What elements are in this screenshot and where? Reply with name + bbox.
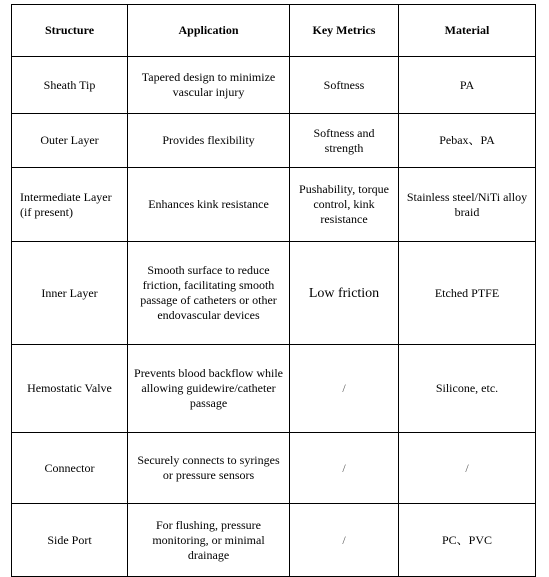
structure-cell: Side Port <box>12 504 128 577</box>
material-cell: Stainless steel/NiTi alloy braid <box>399 168 536 242</box>
key-metrics-cell: Pushability, torque control, kink resistance <box>290 168 399 242</box>
key-metrics-cell: / <box>290 504 399 577</box>
table-row <box>12 168 536 242</box>
material-cell: / <box>399 433 536 504</box>
application-cell: Securely connects to syringes or pressure sensors <box>128 433 290 504</box>
table-row <box>12 345 536 433</box>
structure-cell: Sheath Tip <box>12 57 128 114</box>
structure-cell: Intermediate Layer (if present) <box>12 168 128 242</box>
table-header-row <box>12 5 536 57</box>
structure-cell: Connector <box>12 433 128 504</box>
key-metrics-cell: Low friction <box>290 242 399 345</box>
header-key-metrics: Key Metrics <box>290 5 399 57</box>
material-cell: Etched PTFE <box>399 242 536 345</box>
structure-cell: Hemostatic Valve <box>12 345 128 433</box>
application-cell: Tapered design to minimize vascular injury <box>128 57 290 114</box>
application-cell: Provides flexibility <box>128 114 290 168</box>
header-application: Application <box>128 5 290 57</box>
specification-table <box>11 4 536 577</box>
material-cell: Silicone, etc. <box>399 345 536 433</box>
table-row <box>12 57 536 114</box>
structure-cell: Outer Layer <box>12 114 128 168</box>
header-material: Material <box>399 5 536 57</box>
table-row <box>12 114 536 168</box>
structure-cell: Inner Layer <box>12 242 128 345</box>
application-cell: For flushing, pressure monitoring, or minimal drainage <box>128 504 290 577</box>
key-metrics-cell: Softness <box>290 57 399 114</box>
material-cell: PA <box>399 57 536 114</box>
table-row <box>12 242 536 345</box>
table-row <box>12 433 536 504</box>
key-metrics-cell: / <box>290 433 399 504</box>
application-cell: Prevents blood backflow while allowing guidewire/catheter passage <box>128 345 290 433</box>
application-cell: Enhances kink resistance <box>128 168 290 242</box>
material-cell: Pebax、PA <box>399 114 536 168</box>
key-metrics-cell: Softness and strength <box>290 114 399 168</box>
material-cell: PC、PVC <box>399 504 536 577</box>
key-metrics-cell: / <box>290 345 399 433</box>
header-structure: Structure <box>12 5 128 57</box>
table-row <box>12 504 536 577</box>
application-cell: Smooth surface to reduce friction, facilitating smooth passage of catheters or other endovascular devices <box>128 242 290 345</box>
